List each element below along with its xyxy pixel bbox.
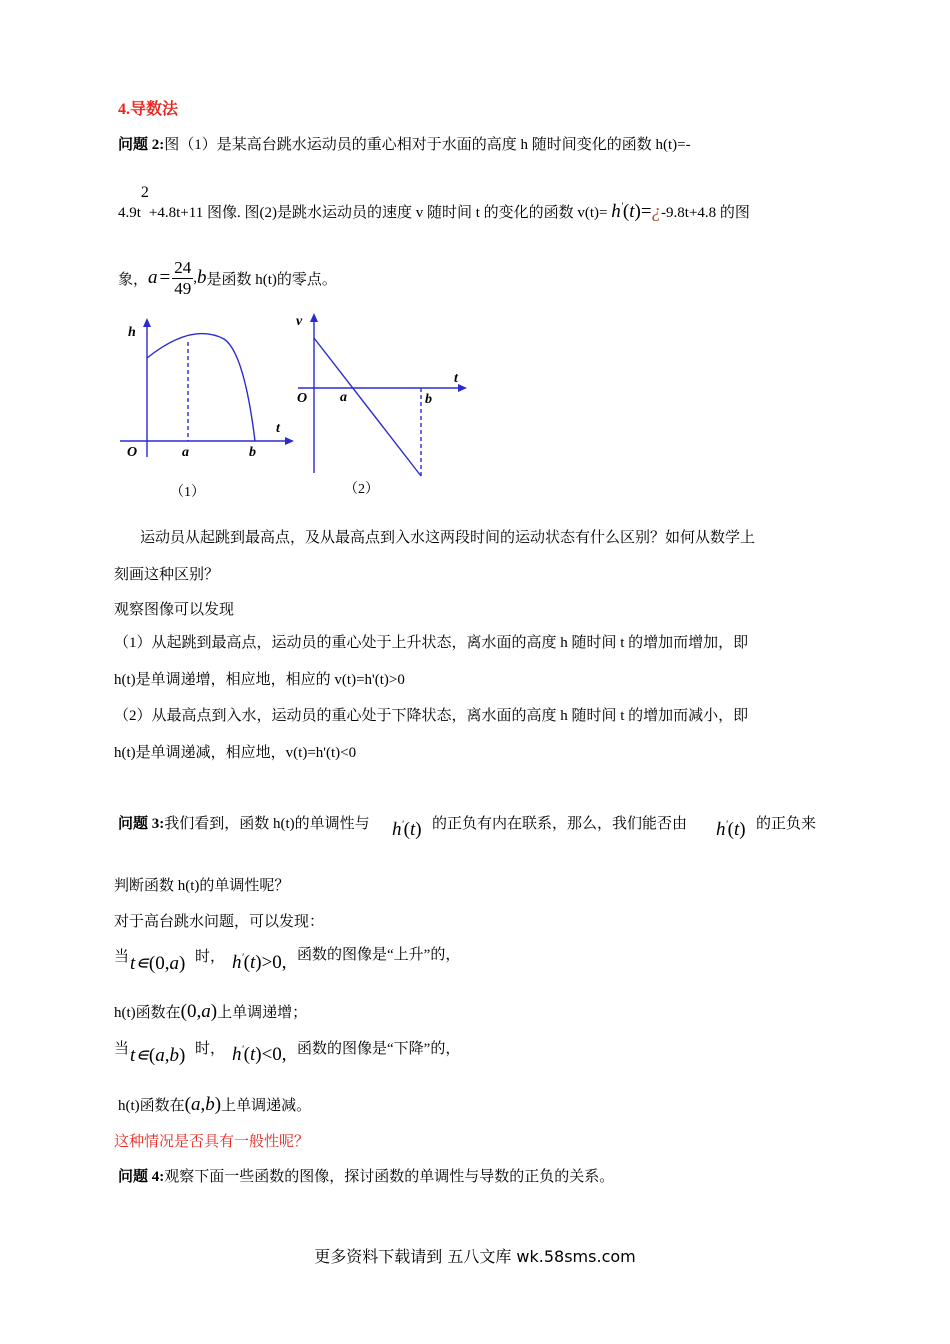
q3-line2: 判断函数 h(t)的单调性呢？ bbox=[114, 878, 290, 894]
hprime-positive: h'(t)>0, bbox=[232, 952, 287, 973]
q2-exponent: 2 bbox=[140, 184, 149, 201]
increasing-line: h(t)函数在(0,a)上单调递增； bbox=[114, 1001, 308, 1022]
fig2-y-label: v bbox=[296, 314, 303, 329]
hprime-negative: h'(t)<0, bbox=[232, 1044, 287, 1065]
q4-line bbox=[118, 1165, 614, 1186]
var-b: b bbox=[196, 267, 207, 288]
q2-line1 bbox=[118, 133, 691, 154]
q2-expr-a: 4.9t bbox=[118, 205, 141, 221]
figure-1-height-graph bbox=[112, 312, 302, 507]
q3-text-b: 的正负有内在联系，那么，我们能否由 bbox=[432, 816, 688, 832]
decreasing-line: h(t)函数在(a,b)上单调递减。 bbox=[118, 1094, 312, 1115]
fig1-tick-b: b bbox=[249, 445, 256, 460]
shi-1: 时， bbox=[195, 949, 226, 965]
when-1: 当 bbox=[114, 949, 130, 965]
q3-line3: 对于高台跳水问题，可以发现： bbox=[114, 914, 325, 930]
figure-2-velocity-graph bbox=[288, 308, 478, 503]
q2-line2 bbox=[118, 184, 750, 223]
q2-expr-b: +4.8t+11 图像. 图(2)是跳水运动员的速度 v 随时间 t 的变化的函数 v(t)= bbox=[148, 205, 608, 221]
paragraph-1b: 刻画这种区别？ bbox=[114, 567, 220, 583]
q3-text-c: 的正负来 bbox=[756, 816, 817, 832]
fig2-origin: O bbox=[297, 391, 308, 406]
q4-label: 问题 4: bbox=[118, 1169, 165, 1185]
var-a: a bbox=[148, 267, 158, 288]
section-title: 4.导数法 bbox=[118, 101, 179, 118]
glitch-char: ¿ bbox=[651, 201, 662, 222]
q2-text-3a: 象， bbox=[118, 271, 149, 288]
fig2-velocity-line bbox=[314, 338, 421, 476]
fig2-x-label: t bbox=[454, 371, 458, 386]
fig1-tick-a: a bbox=[182, 445, 189, 460]
fraction-24-49: $\frac{24}{49}$ bbox=[174, 257, 192, 298]
paragraph-2: 观察图像可以发现 bbox=[114, 602, 235, 618]
rise-text: 函数的图像是“上升”的， bbox=[297, 947, 461, 963]
q4-text: 观察下面一些函数的图像，探讨函数的单调性与导数的正负的关系。 bbox=[164, 1169, 615, 1185]
fall-text: 函数的图像是“下降”的， bbox=[297, 1041, 461, 1057]
paragraph-1a: 运动员从起跳到最高点，及从最高点到入水这两段时间的运动状态有什么区别？如何从数学上 bbox=[140, 530, 756, 546]
q2-expr-c: -9.8t+4.8 的图 bbox=[661, 205, 750, 221]
paragraph-4b: h(t)是单调递减，相应地，v(t)=h'(t)<0 bbox=[114, 745, 357, 761]
when-2: 当 bbox=[114, 1041, 130, 1057]
shi-2: 时， bbox=[195, 1041, 226, 1057]
q3-text-a: 我们看到，函数 h(t)的单调性与 bbox=[164, 816, 370, 832]
hprime-2: h'(t) bbox=[716, 819, 746, 840]
fig1-y-label: h bbox=[128, 325, 136, 340]
q3-line1 bbox=[118, 812, 370, 833]
interval-0-a: t∊(0,a) bbox=[130, 953, 186, 974]
general-question: 这种情况是否具有一般性呢？ bbox=[114, 1134, 310, 1150]
q2-text-1: 图（1）是某高台跳水运动员的重心相对于水面的高度 h 随时间变化的函数 h(t)=- bbox=[164, 137, 691, 153]
q3-label: 问题 3: bbox=[118, 816, 165, 832]
q2-text-3c: 是函数 h(t)的零点。 bbox=[206, 271, 337, 288]
paragraph-4a: （2）从最高点到入水，运动员的重心处于下降状态，离水面的高度 h 随时间 t 的增加而减小，即 bbox=[114, 708, 749, 724]
fig2-caption: （2） bbox=[344, 482, 379, 497]
fig2-tick-a: a bbox=[340, 390, 347, 405]
interval-a-b: t∊(a,b) bbox=[130, 1045, 186, 1066]
q2-label: 问题 2: bbox=[118, 137, 165, 153]
fig1-origin: O bbox=[127, 445, 138, 460]
footer-link[interactable]: 更多资料下载请到 五八文库 wk.58sms.com bbox=[314, 1247, 636, 1266]
hprime-1: h'(t) bbox=[392, 819, 422, 840]
fig2-tick-b: b bbox=[425, 392, 432, 407]
paragraph-3b: h(t)是单调递增，相应地，相应的 v(t)=h'(t)>0 bbox=[114, 672, 405, 688]
paragraph-3a: （1）从起跳到最高点，运动员的重心处于上升状态，离水面的高度 h 随时间 t 的增加而增加，即 bbox=[114, 635, 749, 651]
q2-line3: 象， a = $\frac{24}{49}$ , b 是函数 h(t)的零点。 bbox=[118, 257, 337, 298]
fig1-curve bbox=[147, 334, 255, 441]
fig1-x-label: t bbox=[276, 421, 280, 436]
hprime-formula: h'(t)=¿ bbox=[611, 201, 662, 222]
fig1-caption: （1） bbox=[170, 485, 205, 500]
